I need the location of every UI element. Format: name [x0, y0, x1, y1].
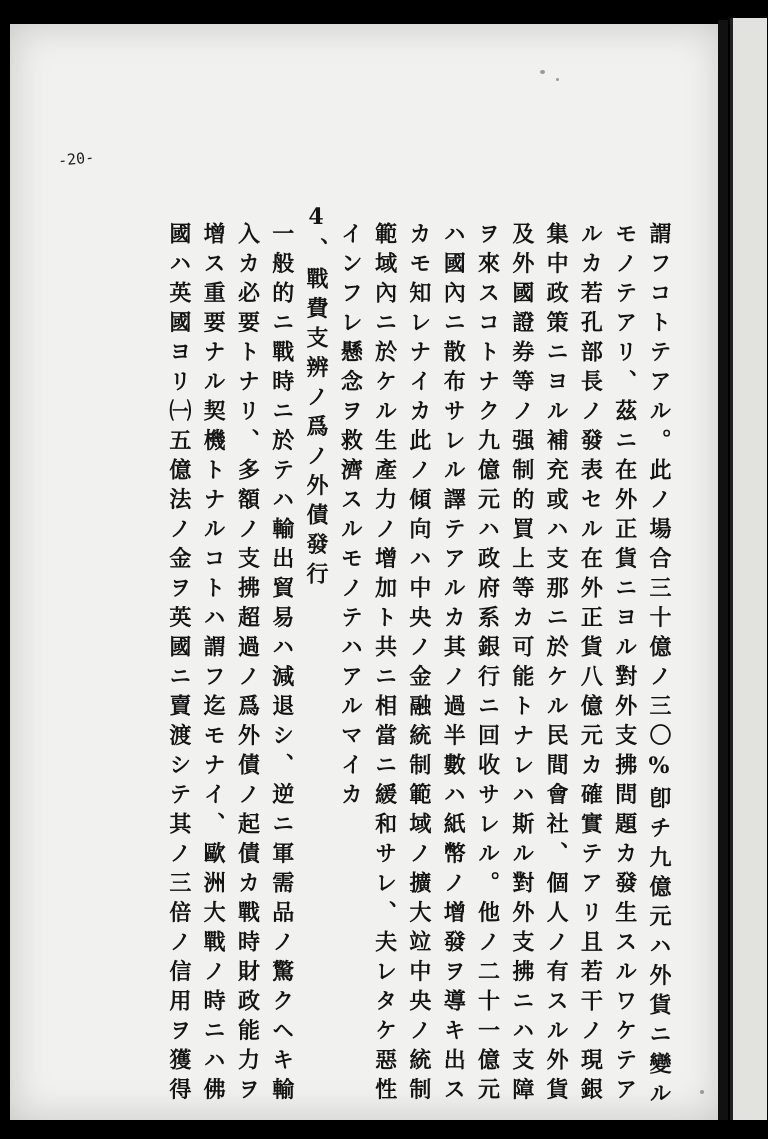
text-column: 入カ必要トナリ、多額ノ支拂超過ノ爲外債ノ起債カ戰時財政能力ヲ [234, 222, 261, 1107]
text-column: 集中政策ニヨル補充或ハ支那ニ於ケル民間會社、個人ノ有スル外貨 [543, 222, 570, 1107]
book-fold [718, 20, 728, 1120]
section-heading: 4、戰費支辨ノ爲ノ外債發行 [303, 204, 330, 592]
text-column: モノテアリ、茲ニ在外正貨ニヨル對外支拂問題カ發生スルワケテア [611, 222, 638, 1107]
text-column: 增ス重要ナル契機トナルコトハ謂フ迄モナイ、歐洲大戰ノ時ニハ佛 [200, 222, 227, 1107]
text-column: ハ國內ニ散布サレル譯テアルカ其ノ過半數ハ紙幣ノ增發ヲ導キ出ス [440, 222, 467, 1107]
text-column: カモ知レナイカ此ノ傾向ハ中央ノ金融統制範域ノ擴大竝中央ノ統制 [405, 222, 432, 1107]
paper-speck [700, 1090, 704, 1094]
text-column: ヲ來スコトナク九億元ハ政府系銀行ニ回收サレル。他ノ二十一億元 [474, 222, 501, 1107]
vertical-text-body [162, 204, 676, 1111]
page-number: -20- [57, 148, 95, 170]
text-column: ルカ若孔部長ノ發表セル在外正貨八億元カ確實テアリ且若干ノ現銀 [577, 222, 604, 1107]
text-column: 及外國證券等ノ强制的買上等カ可能トナレハ斯ル對外支拂ニハ支障 [508, 222, 535, 1107]
text-column: 國ハ英國ヨリ㈠五億法ノ金ヲ英國ニ賣渡シテ其ノ三倍ノ信用ヲ獲得 [165, 222, 192, 1107]
paper-speck [556, 78, 559, 81]
text-column: 一般的ニ戰時ニ於テハ輸出貿易ハ減退シ、逆ニ軍需品ノ驚クヘキ輸 [268, 222, 295, 1107]
text-column: インフレ懸念ヲ救濟スルモノテハアルマイカ [337, 222, 364, 812]
paper-speck [540, 70, 545, 74]
text-column: 範域內ニ於ケル生產力ノ增加ト共ニ相當ニ緩和サレ、夫レタケ惡性 [371, 222, 398, 1107]
text-column: 謂フコトテアル。此ノ場合三十億ノ三〇%卽チ九億元ハ外貨ニ變ル [646, 222, 672, 1111]
adjacent-page-edge [730, 18, 767, 1120]
